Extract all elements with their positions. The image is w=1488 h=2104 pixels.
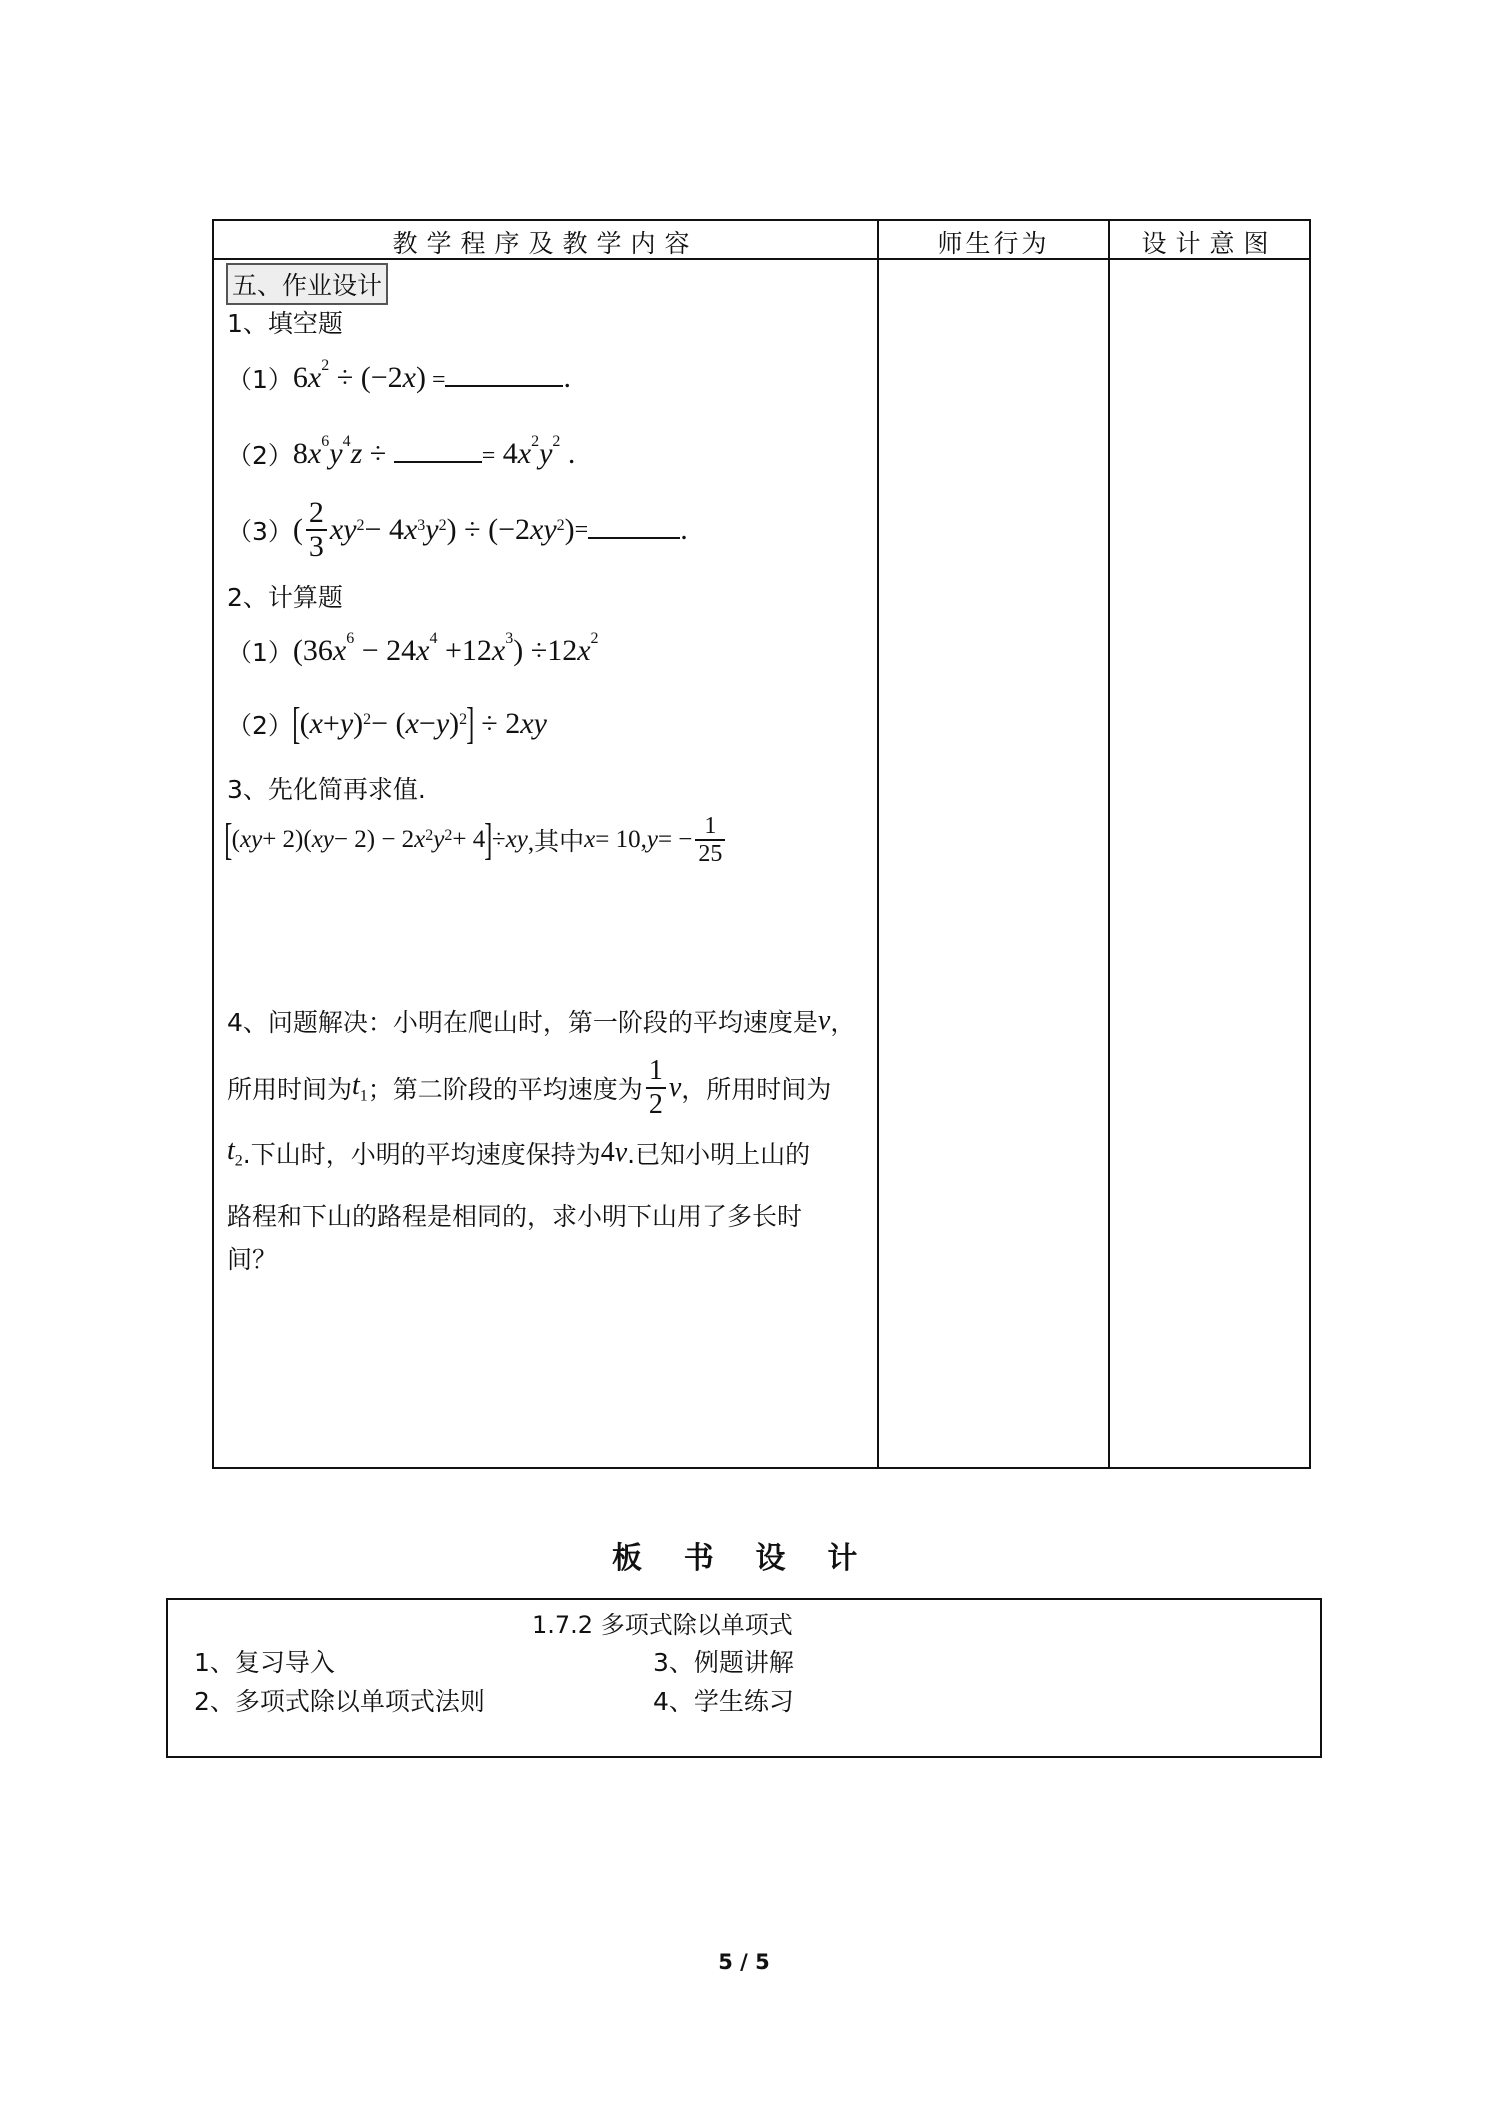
fill-question-2 [227,433,576,472]
calc-1-expression: $(36x^6 - 24x^4 +12x^3) \div 12x^2$ [292,630,599,667]
section-title-homework: 五、作业设计 [226,263,388,305]
calc-question-1 [227,630,599,669]
fill-1-expression: $6x^2 \div (-2x)$ = . [292,357,571,394]
problem-line-3: $t_2$ .下山时，小明的平均速度保持为 4 v .已知小明上山的 [227,1135,811,1170]
board-item-4: 4、学生练习 [653,1687,794,1716]
answer-blank[interactable] [588,513,680,539]
fill-2-expression: $8x^6y^4z$ ÷ = $4x^2y^2$ . [292,433,576,470]
answer-blank[interactable] [445,361,563,387]
question-label: （2） [227,711,293,740]
table-col-divider-1 [877,219,879,1469]
table-left-border [212,219,214,1469]
calc-title: 2、计算题 [227,583,343,612]
board-design-box [166,1598,1322,1758]
simplify-question [225,813,728,867]
board-design-title: 板 书 设 计 [612,1541,858,1576]
question-label: （3） [227,517,293,546]
board-item-2: 2、多项式除以单项式法则 [194,1687,485,1716]
problem-line-1: 4、问题解决：小明在爬山时，第一阶段的平均速度是 v ， [227,1005,856,1037]
table-top-border [212,219,1311,221]
calc-2-expression: [ ( x + y ) $^2$ − ( x − y ) $^2$ ] ÷ 2 xy [292,699,547,748]
fill-question-1 [227,357,571,396]
fraction-one-25th: $\frac{1}{25}$ [695,813,725,867]
table-bottom-border [212,1467,1311,1469]
question-label: （1） [227,638,293,667]
question-label: （2） [227,441,293,470]
question-label: （1） [227,365,293,394]
problem-line-5: 间？ [227,1245,278,1274]
fill-3-expression: ( $\frac{2}{3}$ xy $^2$ − 4 x $^3$ y $^2$ ) ÷ (−2 xy $^2$ ) = . [292,496,688,563]
problem-line-2: 所用时间为 $t_1$ ；第二阶段的平均速度为 $\frac{1}{2}$ v ，所用时间为 [227,1055,832,1120]
board-heading: 1.7.2 多项式除以单项式 [532,1611,793,1639]
page-number: 5 / 5 [718,1950,770,1974]
calc-question-2 [227,699,547,748]
answer-blank[interactable] [394,437,482,463]
fill-question-3 [227,497,688,563]
fraction-two-thirds: $\frac{2}{3}$ [306,497,327,563]
header-actions: 师生行为 [937,229,1050,258]
table-right-border [1309,219,1311,1469]
board-item-3: 3、例题讲解 [653,1648,794,1677]
problem-line-4: 路程和下山的路程是相同的，求小明下山用了多长时 [227,1202,803,1231]
header-content: 教学程序及教学内容 [392,229,699,258]
simplify-expression: [ ( xy + 2)( xy − 2) − 2 x $^2$ y $^2$ + 4 ] ÷ xy ,其中 x = 10, y = − $\frac{1}{25}$ [225,813,728,867]
fraction-one-half: $\frac{1}{2}$ [646,1055,666,1121]
simplify-title: 3、先化简再求值. [227,775,426,804]
header-intent: 设计意图 [1141,229,1278,258]
table-col-divider-2 [1108,219,1110,1469]
fill-blank-title: 1、填空题 [227,309,343,338]
board-item-1: 1、复习导入 [194,1648,335,1677]
